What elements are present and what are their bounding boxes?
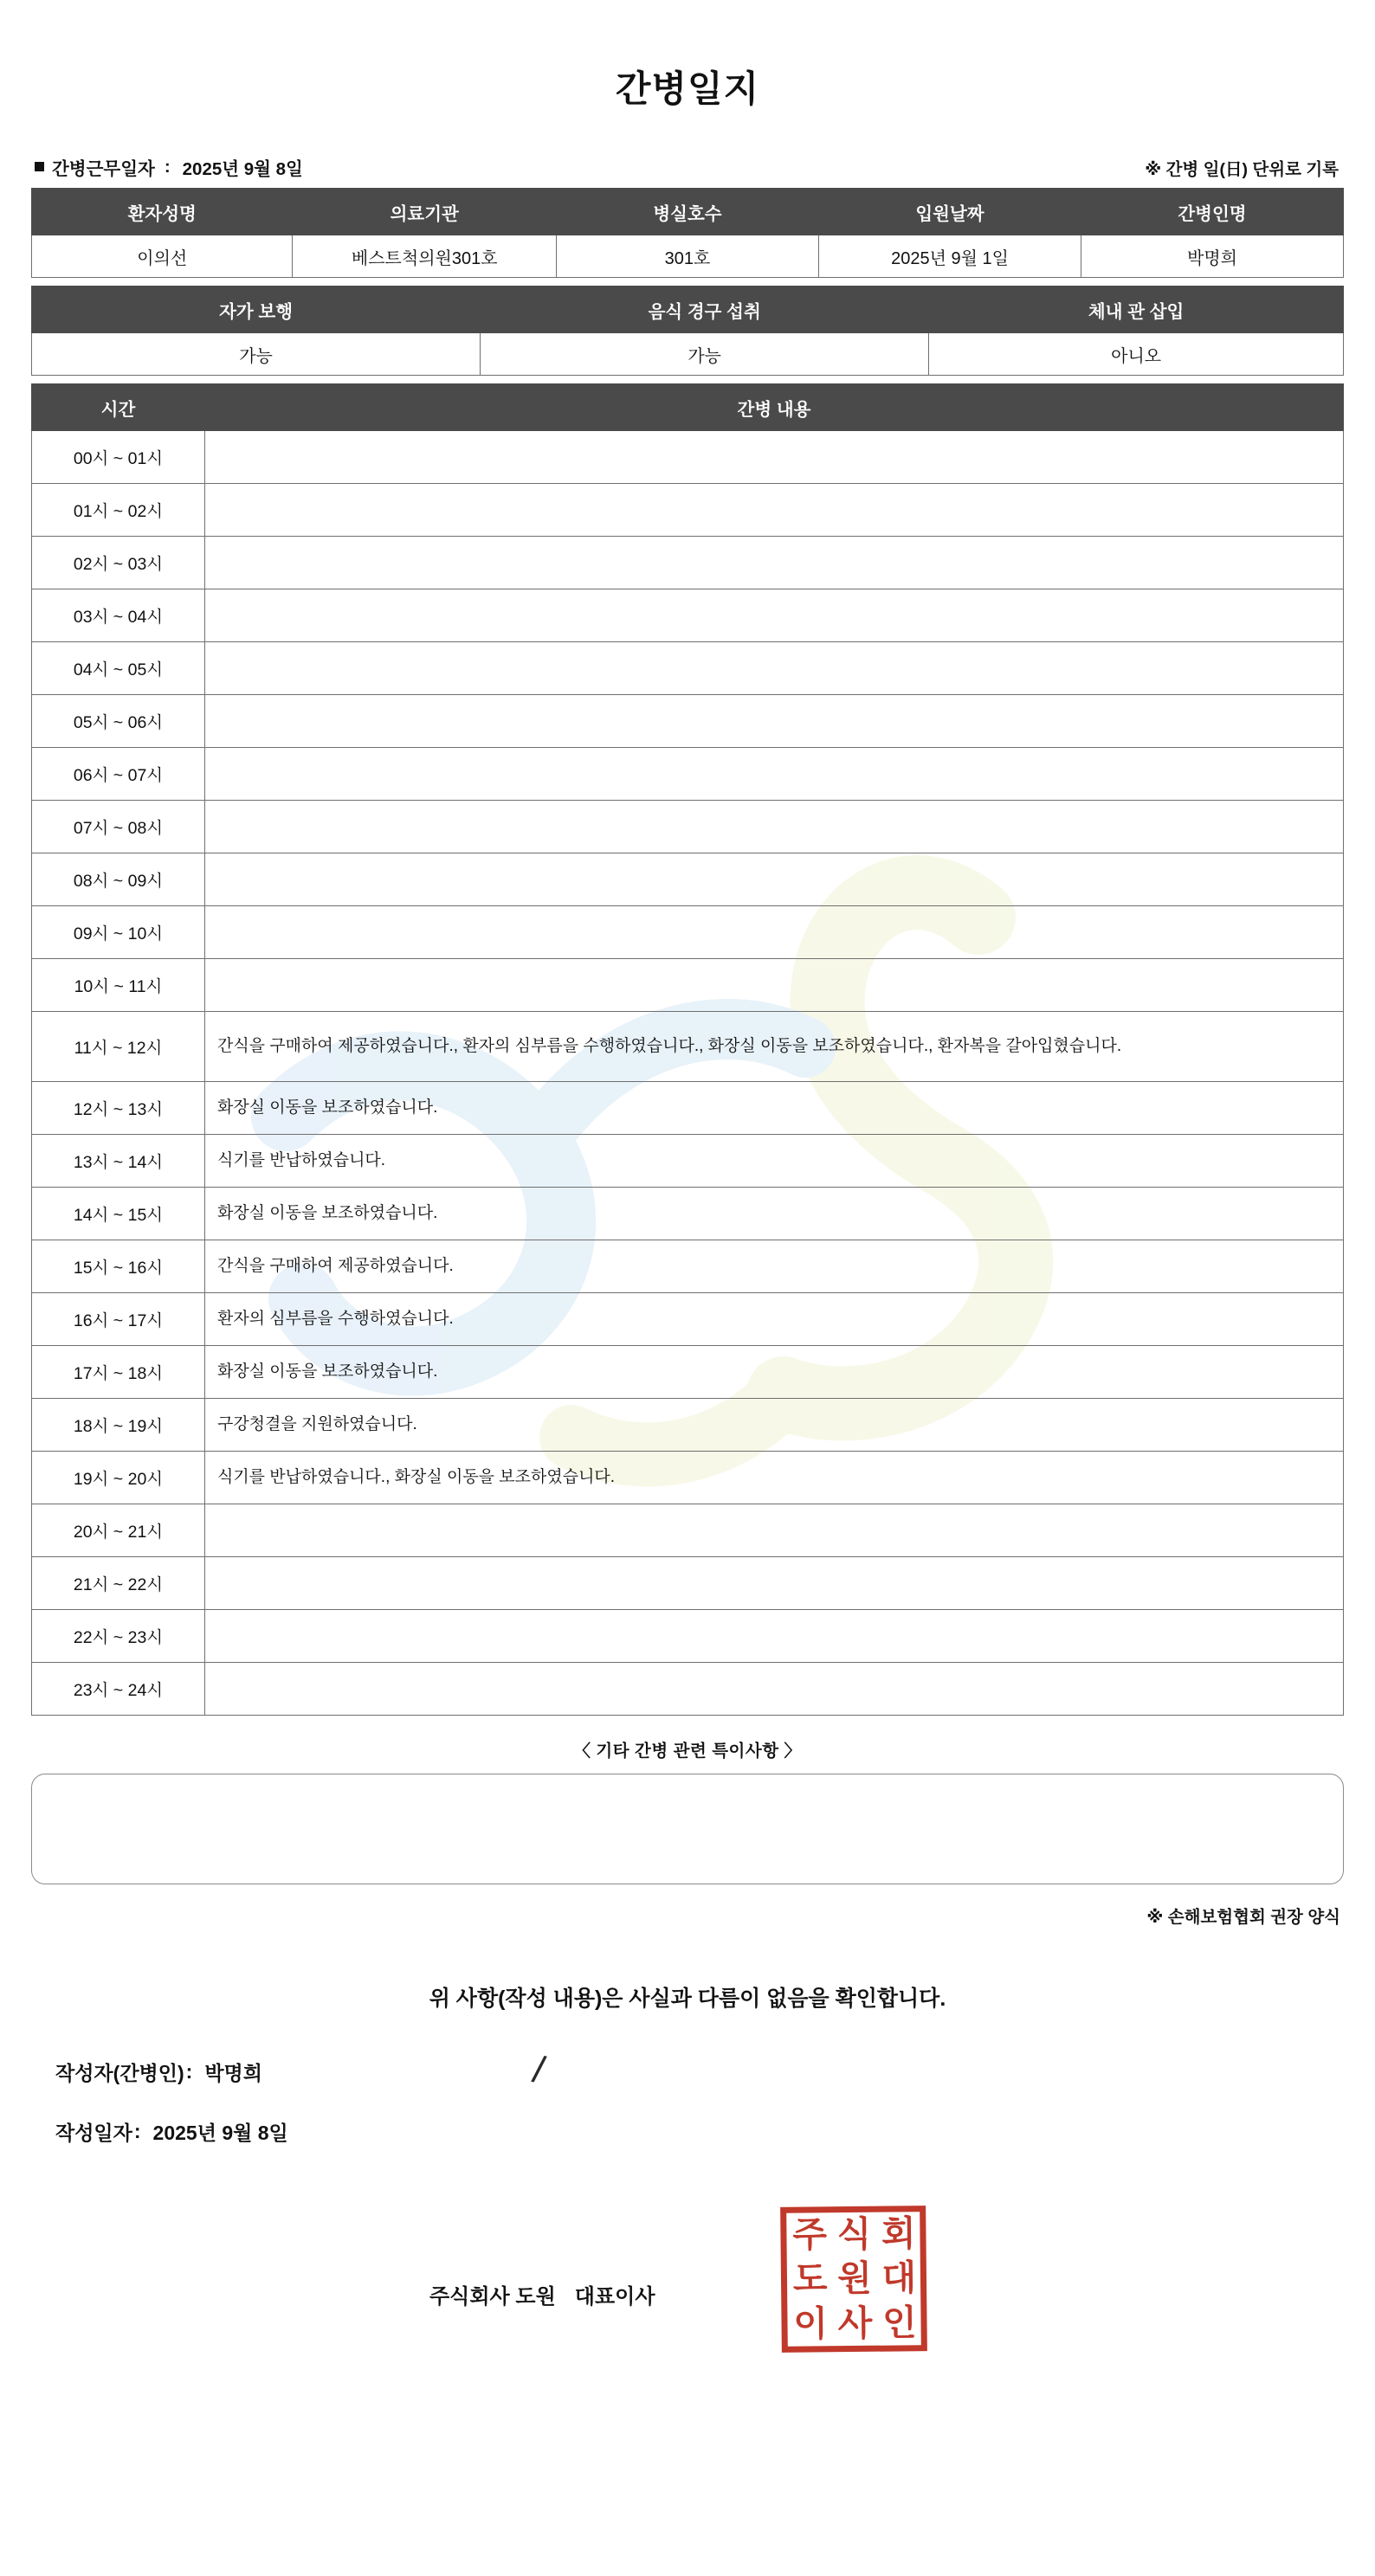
table-row — [32, 1663, 1344, 1716]
table-row — [32, 1610, 1344, 1663]
care-content: 간식을 구매하여 제공하였습니다. — [204, 1240, 1343, 1293]
care-content: 구강청결을 지원하였습니다. — [204, 1399, 1343, 1452]
company-name: 주식회사 도원 — [429, 2285, 556, 2309]
care-content — [204, 1504, 1343, 1557]
company-seal-stamp — [780, 2206, 927, 2354]
time-slot: 00시 ~ 01시 — [32, 431, 205, 484]
table-row — [32, 1399, 1344, 1452]
time-slot: 02시 ~ 03시 — [32, 537, 205, 589]
time-slot: 15시 ~ 16시 — [32, 1240, 205, 1293]
date-label: 작성일자 — [55, 2122, 132, 2145]
time-slot: 05시 ~ 06시 — [32, 695, 205, 748]
time-slot: 04시 ~ 05시 — [32, 642, 205, 695]
stamp-char: 인 — [881, 2302, 915, 2344]
table-row — [32, 801, 1344, 853]
table-row — [32, 853, 1344, 906]
time-slot: 21시 ~ 22시 — [32, 1557, 205, 1610]
care-content — [204, 1557, 1343, 1610]
care-content — [204, 695, 1343, 748]
table-row — [32, 906, 1344, 959]
value-admission-date: 2025년 9월 1일 — [818, 235, 1081, 278]
col-header-hospital: 의료기관 — [293, 189, 557, 235]
col-header-patient-name: 환자성명 — [32, 189, 293, 235]
col-header-internal-tube: 체내 관 삽입 — [929, 287, 1344, 333]
stamp-char: 주 — [792, 2213, 826, 2257]
value-caregiver-name: 박명희 — [1081, 235, 1343, 278]
care-content: 화장실 이동을 보조하였습니다. — [204, 1188, 1343, 1240]
care-content — [204, 431, 1343, 484]
value-room-number: 301호 — [556, 235, 818, 278]
unit-note: ※ 간병 일(日) 단위로 기록 — [1145, 160, 1339, 180]
table-row — [32, 1346, 1344, 1399]
square-bullet-icon — [35, 162, 44, 171]
meta-row — [31, 154, 1344, 180]
work-date-colon: : — [164, 157, 171, 177]
care-condition-table — [31, 286, 1344, 376]
care-content — [204, 484, 1343, 537]
table-row — [32, 1135, 1344, 1188]
table-row — [32, 333, 1344, 376]
time-slot: 19시 ~ 20시 — [32, 1452, 205, 1504]
value-self-walking: 가능 — [32, 333, 481, 376]
hourly-care-log-table — [31, 383, 1344, 1716]
table-row — [32, 1082, 1344, 1135]
table-header-row — [32, 287, 1344, 333]
work-date-group — [35, 154, 303, 180]
author-value: 박명희 — [204, 2062, 262, 2085]
care-content — [204, 748, 1343, 801]
time-slot: 07시 ~ 08시 — [32, 801, 205, 853]
table-row — [32, 484, 1344, 537]
care-content — [204, 1663, 1343, 1716]
table-row — [32, 537, 1344, 589]
stamp-char: 이 — [793, 2302, 827, 2345]
stamp-char: 도 — [792, 2258, 826, 2301]
care-content — [204, 1610, 1343, 1663]
time-slot: 20시 ~ 21시 — [32, 1504, 205, 1557]
table-row — [32, 695, 1344, 748]
work-date-value: 2025년 9월 8일 — [182, 159, 303, 180]
company-footer — [31, 2196, 1344, 2343]
table-row — [32, 589, 1344, 642]
table-row — [32, 642, 1344, 695]
stamp-char: 회 — [881, 2212, 914, 2256]
author-colon: : — [185, 2060, 193, 2083]
col-header-caregiver-name: 간병인명 — [1081, 189, 1343, 235]
table-row — [32, 235, 1344, 278]
table-row — [32, 1012, 1344, 1082]
table-row — [32, 959, 1344, 1012]
care-content: 환자의 심부름을 수행하였습니다. — [204, 1293, 1343, 1346]
stamp-char: 식 — [836, 2213, 870, 2256]
time-slot: 08시 ~ 09시 — [32, 853, 205, 906]
care-content — [204, 642, 1343, 695]
time-slot: 03시 ~ 04시 — [32, 589, 205, 642]
signature-block — [31, 2048, 1344, 2146]
date-row — [55, 2117, 1344, 2146]
stamp-char: 원 — [836, 2257, 871, 2301]
care-content: 간식을 구매하여 제공하였습니다., 환자의 심부름을 수행하였습니다., 화장실 이동을 보조하였습니다., 환자복을 갈아입혔습니다. — [204, 1012, 1343, 1082]
time-slot: 11시 ~ 12시 — [32, 1012, 205, 1082]
time-slot: 13시 ~ 14시 — [32, 1135, 205, 1188]
table-row — [32, 1504, 1344, 1557]
time-slot: 09시 ~ 10시 — [32, 906, 205, 959]
date-colon: : — [133, 2120, 141, 2143]
work-date-label: 간병근무일자 — [52, 159, 155, 180]
handwritten-signature-mark: / — [529, 2048, 549, 2093]
care-content — [204, 537, 1343, 589]
col-header-time: 시간 — [32, 384, 205, 431]
table-row — [32, 1240, 1344, 1293]
care-content — [204, 853, 1343, 906]
time-slot: 17시 ~ 18시 — [32, 1346, 205, 1399]
table-header-row — [32, 189, 1344, 235]
col-header-room-number: 병실호수 — [556, 189, 818, 235]
table-row — [32, 1188, 1344, 1240]
col-header-admission-date: 입원날짜 — [818, 189, 1081, 235]
care-content: 식기를 반납하였습니다. — [204, 1135, 1343, 1188]
care-content: 화장실 이동을 보조하였습니다. — [204, 1346, 1343, 1399]
care-content — [204, 589, 1343, 642]
table-header-row — [32, 384, 1344, 431]
time-slot: 18시 ~ 19시 — [32, 1399, 205, 1452]
care-content: 화장실 이동을 보조하였습니다. — [204, 1082, 1343, 1135]
value-oral-intake: 가능 — [481, 333, 929, 376]
table-row — [32, 431, 1344, 484]
time-slot: 22시 ~ 23시 — [32, 1610, 205, 1663]
stamp-char: 사 — [837, 2302, 871, 2345]
value-internal-tube: 아니오 — [929, 333, 1344, 376]
table-row — [32, 1557, 1344, 1610]
association-note: ※ 손해보험협회 권장 양식 — [1146, 1908, 1340, 1928]
time-slot: 10시 ~ 11시 — [32, 959, 205, 1012]
col-header-oral-intake: 음식 경구 섭취 — [481, 287, 929, 333]
date-value: 2025년 9월 8일 — [152, 2122, 288, 2145]
stamp-char: 대 — [881, 2257, 915, 2300]
care-content: 식기를 반납하였습니다., 화장실 이동을 보조하였습니다. — [204, 1452, 1343, 1504]
time-slot: 23시 ~ 24시 — [32, 1663, 205, 1716]
value-hospital: 베스트척의원301호 — [293, 235, 557, 278]
care-content — [204, 801, 1343, 853]
col-header-care-content: 간병 내용 — [204, 384, 1343, 431]
time-slot: 16시 ~ 17시 — [32, 1293, 205, 1346]
company-signature-line — [429, 2279, 655, 2309]
company-representative: 대표이사 — [574, 2285, 655, 2309]
time-slot: 01시 ~ 02시 — [32, 484, 205, 537]
patient-info-table — [31, 188, 1344, 278]
remarks-title: 〈 기타 간병 관련 특이사항 〉 — [573, 1742, 802, 1761]
remarks-box — [31, 1774, 1344, 1884]
table-row — [32, 1293, 1344, 1346]
col-header-self-walking: 자가 보행 — [32, 287, 481, 333]
author-row — [55, 2058, 1344, 2086]
author-label: 작성자(간병인) — [55, 2062, 184, 2085]
time-slot: 14시 ~ 15시 — [32, 1188, 205, 1240]
page-title: 간병일지 — [615, 68, 760, 109]
time-slot: 06시 ~ 07시 — [32, 748, 205, 801]
table-row — [32, 1452, 1344, 1504]
care-content — [204, 959, 1343, 1012]
value-patient-name: 이의선 — [32, 235, 293, 278]
table-row — [32, 748, 1344, 801]
care-content — [204, 906, 1343, 959]
confirmation-statement: 위 사항(작성 내용)은 사실과 다름이 없음을 확인합니다. — [429, 1987, 946, 2012]
time-slot: 12시 ~ 13시 — [32, 1082, 205, 1135]
